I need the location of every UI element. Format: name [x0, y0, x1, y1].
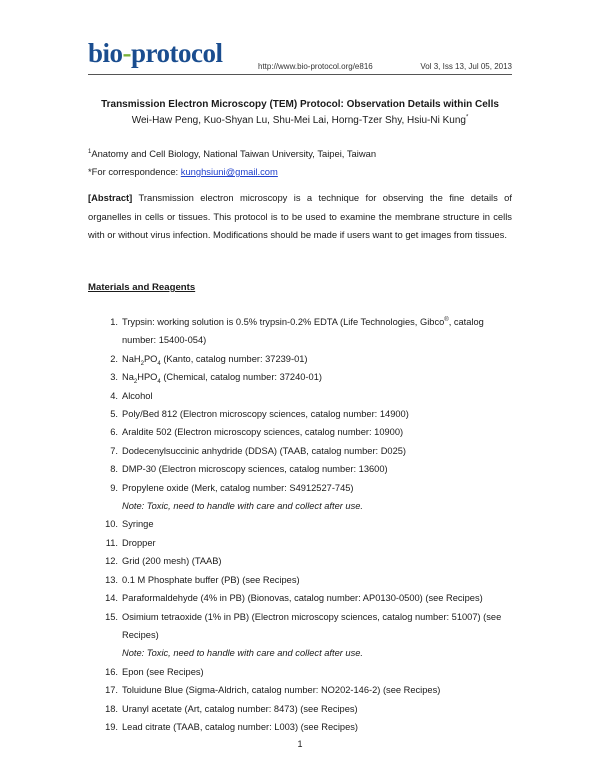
- list-item-number: 10 .: [100, 515, 118, 533]
- list-item-number: 11 .: [100, 534, 118, 552]
- list-item-number: 12 .: [100, 552, 118, 570]
- list-item: 1 . Trypsin: working solution is 0.5% trypsin-0.2% EDTA (Life Technologies, Gibco®, catalog number: 15400-054): [88, 313, 512, 350]
- affiliation: $^1$Anatomy and Cell Biology, National Taiwan University, Taipei, Taiwan: [88, 148, 377, 159]
- list-item: 5 . Poly/Bed 812 (Electron microscopy sciences, catalog number: 14900): [88, 405, 512, 423]
- list-item-number: 18 .: [100, 700, 118, 718]
- abstract-text: Transmission electron microscopy is a technique for observing the fine details of organelles in cells or tissues. This protocol is to be used to examine the membrane structure in cells with or without virus infection. Modifications should be made if users want to get images from tissues.: [88, 192, 512, 241]
- list-item-note: Note: Toxic, need to handle with care and collect after use.: [122, 648, 364, 659]
- list-item: 15 . Osimium tetraoxide (1% in PB) (Electron microscopy sciences, catalog number: 51007) (see Recipes) Note: Toxic, need to handle with care and collect after use.: [88, 608, 512, 663]
- reagent-list: [88, 313, 512, 736]
- list-item: 11 . Dropper: [88, 534, 512, 552]
- list-item-number: 14 .: [100, 589, 118, 607]
- page-number: 1: [297, 739, 303, 749]
- list-item-number: 13 .: [100, 571, 118, 589]
- list-item-number: 19 .: [100, 718, 118, 736]
- list-item-note: Note: Toxic, need to handle with care and collect after use.: [122, 501, 364, 512]
- list-item-number: 6 .: [100, 423, 118, 441]
- abstract: [88, 189, 512, 245]
- header-volume: Vol 3, Iss 13, Jul 05, 2013: [420, 62, 512, 71]
- list-item: 2 . $NaH_2PO_4$ (Kanto, catalog number: 37239-01): [88, 350, 512, 368]
- paper-title: Transmission Electron Microscopy (TEM) Protocol: Observation Details within Cells: [101, 99, 499, 110]
- correspondence-email-link[interactable]: kunghsiuni@gmail.com: [180, 166, 278, 177]
- list-item-number: 16 .: [100, 663, 118, 681]
- list-item-number: 17 .: [100, 681, 118, 699]
- list-item: 3 . $Na_2HPO_4$ (Chemical, catalog number: 37240-01): [88, 368, 512, 386]
- list-item: 19 . Lead citrate (TAAB, catalog number: L003) (see Recipes): [88, 718, 512, 736]
- correspondence: *For correspondence: kunghsiuni@gmail.com: [88, 166, 278, 177]
- list-item: 7 . Dodecenylsuccinic anhydride (DDSA) (TAAB, catalog number: D025): [88, 442, 512, 460]
- section-heading: Materials and Reagents: [88, 282, 196, 293]
- list-item: 10 . Syringe: [88, 515, 512, 533]
- list-item-number: 2 .: [100, 350, 118, 368]
- list-item-number: 9 .: [100, 479, 118, 497]
- author-list: Wei-Haw Peng, Kuo-Shyan Lu, Shu-Mei Lai, Horng-Tzer Shy, Hsiu-Ni Kung*: [131, 114, 469, 126]
- list-item: 14 . Paraformaldehyde (4% in PB) (Bionovas, catalog number: AP0130-0500) (see Recipes): [88, 589, 512, 607]
- abstract-label: [Abstract]: [88, 192, 133, 203]
- list-item: 16 . Epon (see Recipes): [88, 663, 512, 681]
- list-item: 12 . Grid (200 mesh) (TAAB): [88, 552, 512, 570]
- list-item-number: 15 .: [100, 608, 118, 626]
- list-item: 17 . Toluidune Blue (Sigma-Aldrich, catalog number: NO202-146-2) (see Recipes): [88, 681, 512, 699]
- list-item-number: 3 .: [100, 368, 118, 386]
- list-item: 13 . 0.1 M Phosphate buffer (PB) (see Recipes): [88, 571, 512, 589]
- list-item: 9 . Propylene oxide (Merk, catalog number: S4912527-745) Note: Toxic, need to handle with care and collect after use.: [88, 479, 512, 516]
- list-item: 8 . DMP-30 (Electron microscopy sciences, catalog number: 13600): [88, 460, 512, 478]
- list-item-number: 5 .: [100, 405, 118, 423]
- header-url[interactable]: http://www.bio-protocol.org/e816: [258, 62, 373, 71]
- list-item-number: 4 .: [100, 387, 118, 405]
- header-divider: [88, 74, 512, 75]
- bio-protocol-logo[interactable]: bio-protocol: [88, 38, 223, 68]
- list-item-number: 7 .: [100, 442, 118, 460]
- list-item: 6 . Araldite 502 (Electron microscopy sciences, catalog number: 10900): [88, 423, 512, 441]
- list-item-number: 1 .: [100, 313, 118, 331]
- list-item-number: 8 .: [100, 460, 118, 478]
- list-item: 4 . Alcohol: [88, 387, 512, 405]
- list-item: 18 . Uranyl acetate (Art, catalog number: 8473) (see Recipes): [88, 700, 512, 718]
